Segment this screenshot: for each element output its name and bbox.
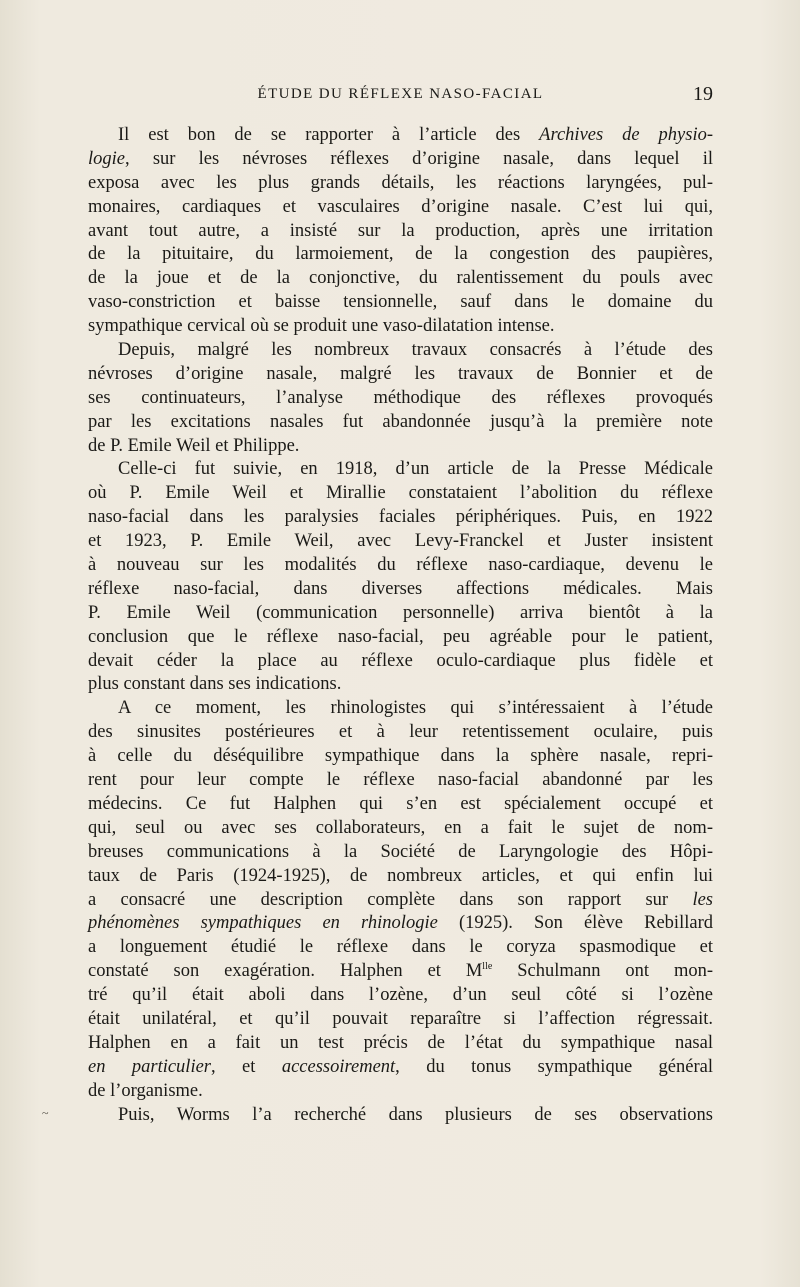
text-line	[88, 673, 713, 697]
text-line	[88, 267, 713, 291]
text-run: a consacré une description complète dans son rapport sur	[88, 889, 693, 910]
body-text	[88, 124, 713, 1127]
text-line	[88, 458, 713, 482]
text-line	[88, 626, 713, 650]
text-line	[88, 1080, 713, 1104]
text-line	[88, 172, 713, 196]
text-run: vaso-constriction et baisse tensionnelle, sauf dans le domaine du	[88, 292, 713, 313]
text-line	[88, 1104, 713, 1128]
text-line	[88, 650, 713, 674]
text-run: Puis, Worms l’a recherché dans plusieurs de ses observations	[118, 1104, 713, 1125]
text-line	[88, 817, 713, 841]
text-line	[88, 602, 713, 626]
text-line	[88, 506, 713, 530]
text-run: , et	[211, 1056, 282, 1077]
text-line	[88, 578, 713, 602]
text-run: avant tout autre, a insisté sur la production, après une irritation	[88, 220, 713, 241]
text-line	[88, 530, 713, 554]
page-number: 19	[693, 83, 713, 105]
text-run: de P. Emile Weil et Philippe.	[88, 435, 300, 456]
text-line	[88, 912, 713, 936]
text-line	[88, 960, 713, 984]
text-run: naso-facial dans les paralysies faciales périphériques. Puis, en 1922	[88, 507, 713, 528]
text-line	[88, 148, 713, 172]
text-line	[88, 841, 713, 865]
margin-mark: ~	[42, 1106, 49, 1120]
superscript: lle	[482, 961, 493, 973]
text-run: sympathique cervical où se produit une vaso-dilatation intense.	[88, 316, 555, 337]
text-line	[88, 745, 713, 769]
running-header	[88, 83, 713, 110]
text-run: tré qu’il était aboli dans l’ozène, d’un seul côté si l’ozène	[88, 985, 713, 1006]
text-run: ses continuateurs, l’analyse méthodique des réflexes provoqués	[88, 387, 713, 408]
text-line	[88, 889, 713, 913]
text-run: (1925). Son élève Rebillard	[437, 913, 713, 934]
text-run: réflexe naso-facial, dans diverses affections médicales. Mais	[88, 578, 713, 599]
text-line	[88, 315, 713, 339]
text-line	[88, 220, 713, 244]
text-run: Schulmann ont mon-	[492, 961, 713, 982]
text-run: médecins. Ce fut Halphen qui s’en est spécialement occupé et	[88, 793, 713, 814]
text-run: Depuis, malgré les nombreux travaux consacrés à l’étude des	[118, 340, 713, 361]
text-run: névroses d’origine nasale, malgré les travaux de Bonnier et de	[88, 363, 713, 384]
text-line	[88, 1008, 713, 1032]
text-run: Halphen en a fait un test précis de l’état du sympathique nasal	[88, 1032, 713, 1053]
italic-run: en particulier	[88, 1056, 212, 1077]
text-run: Il est bon de se rapporter à l’article des	[118, 125, 540, 145]
text-run: rent pour leur compte le réflexe naso-facial abandonné par les	[88, 770, 713, 791]
text-run: où P. Emile Weil et Mirallie constataient l’abolition du réflexe	[88, 483, 713, 504]
text-run: Celle-ci fut suivie, en 1918, d’un article de la Presse Médicale	[118, 459, 713, 480]
text-run: constaté son exagération. Halphen et M	[88, 961, 483, 982]
text-run: , du tonus sympathique général	[395, 1056, 713, 1077]
text-line	[88, 1032, 713, 1056]
text-line	[88, 1056, 713, 1080]
italic-run: accessoirement	[281, 1056, 396, 1077]
text-line	[88, 435, 713, 459]
text-line	[88, 124, 713, 148]
italic-run: phénomènes sympathiques en rhinologie	[88, 913, 438, 934]
text-line	[88, 482, 713, 506]
text-line	[88, 936, 713, 960]
text-run: a longuement étudié le réflexe dans le coryza spasmodique et	[88, 937, 713, 958]
text-run: de la pituitaire, du larmoiement, de la congestion des paupières,	[88, 244, 713, 265]
text-run: devait céder la place au réflexe oculo-cardiaque plus fidèle et	[88, 650, 713, 671]
text-run: par les excitations nasales fut abandonnée jusqu’à la première note	[88, 411, 713, 432]
text-run: conclusion que le réflexe naso-facial, peu agréable pour le patient,	[88, 626, 713, 647]
text-run: breuses communications à la Société de Laryngologie des Hôpi-	[88, 841, 713, 862]
italic-run: Archives de physio-	[539, 125, 714, 145]
text-run: P. Emile Weil (communication personnelle) arriva bientôt à la	[88, 602, 713, 623]
text-line	[88, 793, 713, 817]
text-line	[88, 196, 713, 220]
text-run: plus constant dans ses indications.	[88, 674, 342, 695]
text-run: exposa avec les plus grands détails, les réactions laryngées, pul-	[88, 172, 713, 193]
text-run: , sur les névroses réflexes d’origine nasale, dans lequel il	[125, 148, 713, 169]
text-line	[88, 865, 713, 889]
text-line	[88, 291, 713, 315]
text-run: des sinusites postérieures et à leur retentissement oculaire, puis	[88, 722, 713, 743]
text-run: monaires, cardiaques et vasculaires d’origine nasale. C’est lui qui,	[88, 196, 713, 217]
text-run: taux de Paris (1924-1925), de nombreux articles, et qui enfin lui	[88, 865, 713, 886]
italic-run: logie	[88, 148, 125, 169]
text-run: de la joue et de la conjonctive, du ralentissement du pouls avec	[88, 268, 713, 289]
text-line	[88, 554, 713, 578]
running-title: ÉTUDE DU RÉFLEXE NASO-FACIAL	[257, 86, 544, 102]
text-run: et 1923, P. Emile Weil, avec Levy-Franckel et Juster insistent	[88, 531, 713, 552]
text-line	[88, 387, 713, 411]
text-line	[88, 697, 713, 721]
italic-run: les	[692, 889, 713, 910]
text-run: A ce moment, les rhinologistes qui s’intéressaient à l’étude	[118, 698, 713, 719]
text-run: à nouveau sur les modalités du réflexe naso-cardiaque, devenu le	[88, 555, 713, 576]
text-run: de l’organisme.	[88, 1080, 203, 1101]
text-run: à celle du déséquilibre sympathique dans la sphère nasale, repri-	[88, 746, 713, 767]
text-line	[88, 339, 713, 363]
text-line	[88, 984, 713, 1008]
text-line	[88, 769, 713, 793]
text-run: était unilatéral, et qu’il pouvait reparaître si l’affection régressait.	[88, 1008, 713, 1029]
text-line	[88, 243, 713, 267]
text-line	[88, 721, 713, 745]
text-run: qui, seul ou avec ses collaborateurs, en a fait le sujet de nom-	[88, 817, 713, 838]
text-line	[88, 411, 713, 435]
text-line	[88, 363, 713, 387]
